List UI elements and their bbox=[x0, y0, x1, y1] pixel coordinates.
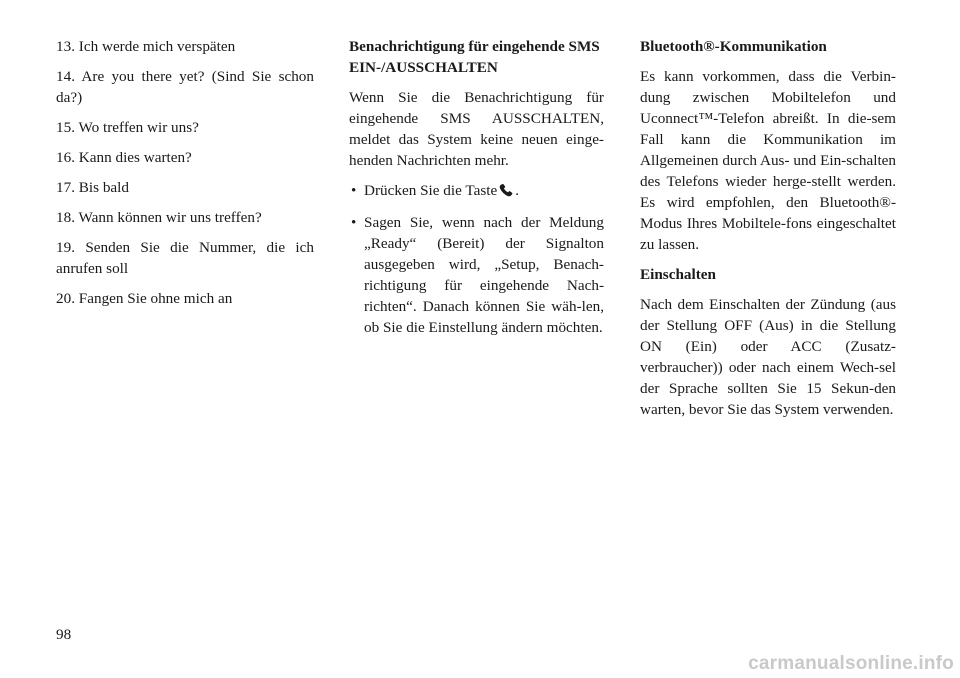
message-item-13: 13. Ich werde mich verspäten bbox=[56, 38, 236, 55]
message-item-14: 14. Are you there yet? (Sind Sie schon da?) bbox=[56, 68, 314, 106]
bluetooth-paragraph: Es kann vorkommen, dass die Verbin-dung zwischen Mobiltelefon und Uconnect™-Telefon abreißt. In die-sem Fall kann die Kommunikation im Allgemeinen durch Aus- und Ein-schalten des Telefons wieder herge-stellt werden. Es wird empfohlen, den Bluetooth®-Modus Ihres Mobiltele-fons eingeschaltet zu lassen. bbox=[640, 68, 896, 253]
bullet-dot: • bbox=[351, 182, 357, 199]
sms-notification-intro: Wenn Sie die Benachrichtigung für eingehende SMS AUSSCHALTEN, meldet das System keine neuen einge-henden Nachrichten mehr. bbox=[349, 89, 604, 169]
bullet-press-suffix: . bbox=[515, 182, 519, 199]
sms-notification-heading: Benachrichtigung für eingehende SMS EIN-/AUSSCHALTEN bbox=[349, 38, 600, 76]
message-item-15: 15. Wo treffen wir uns? bbox=[56, 119, 199, 136]
message-item-17: 17. Bis bald bbox=[56, 179, 129, 196]
message-item-20: 20. Fangen Sie ohne mich an bbox=[56, 290, 233, 307]
phone-icon bbox=[499, 182, 513, 203]
bullet-dot: • bbox=[351, 214, 357, 231]
bullet-say-command bbox=[349, 212, 604, 338]
bullet-press-text: Drücken Sie die Taste bbox=[364, 182, 498, 199]
message-item-18: 18. Wann können wir uns treffen? bbox=[56, 209, 262, 226]
switch-on-paragraph: Nach dem Einschalten der Zündung (aus der Stellung OFF (Aus) in die Stellung ON (Ein) oder ACC (Zusatz-verbraucher)) oder nach einem Wech-sel der Sprache sollten Sie 15 Sekun-den warten, bevor Sie das System verwenden. bbox=[640, 296, 896, 418]
switch-on-heading: Einschalten bbox=[640, 266, 716, 283]
watermark: carmanualsonline.info bbox=[748, 653, 954, 674]
bullet-say-text: Sagen Sie, wenn nach der Meldung „Ready“ (Bereit) der Signalton ausgegeben wird, „Setup, Benach-richtigung für eingehende Nach-richten“. Danach können Sie wäh-len, ob Sie die Einstellung ändern möchten. bbox=[364, 214, 604, 336]
message-item-16: 16. Kann dies warten? bbox=[56, 149, 192, 166]
column-middle bbox=[349, 36, 604, 347]
message-item-19: 19. Senden Sie die Nummer, die ich anrufen soll bbox=[56, 239, 314, 277]
page-number: 98 bbox=[56, 626, 72, 643]
bluetooth-heading: Bluetooth®-Kommunikation bbox=[640, 38, 827, 55]
column-right bbox=[640, 36, 896, 429]
column-left bbox=[56, 36, 314, 318]
bullet-press-button bbox=[349, 180, 604, 203]
